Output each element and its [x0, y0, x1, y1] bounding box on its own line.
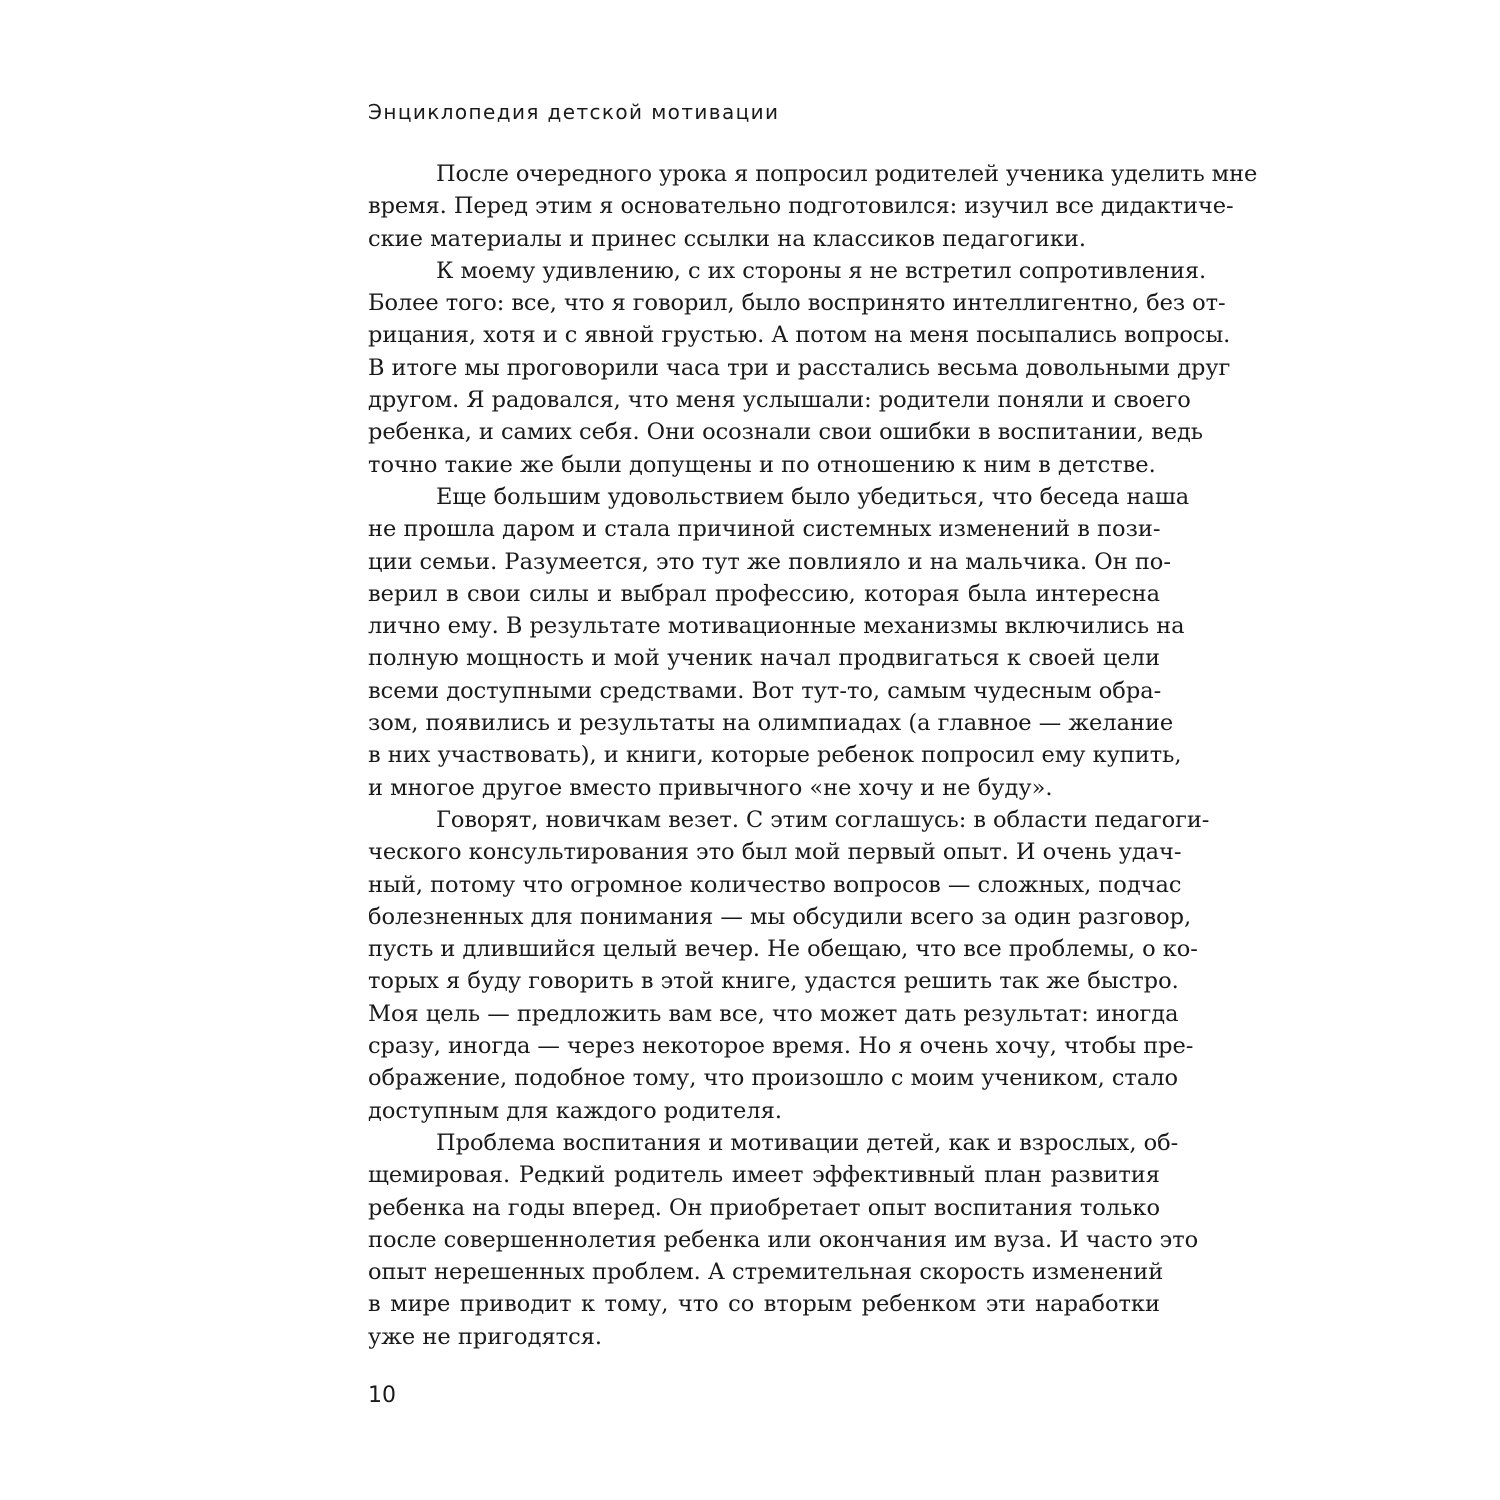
page-number: 10	[368, 1383, 396, 1408]
paragraph	[368, 804, 1210, 1127]
text-line: Еще большим удовольствием было убедиться, что беседа наша	[436, 483, 1190, 510]
text-line: верил в свои силы и выбрал профессию, которая была интересна	[368, 580, 1160, 607]
text-line: ребенка, и самих себя. Они осознали свои ошибки в воспитании, ведь	[368, 419, 1203, 446]
text-line: полную мощность и мой ученик начал продвигаться к своей цели	[368, 645, 1160, 672]
text-line: лично ему. В результате мотивационные механизмы включились на	[368, 613, 1185, 640]
paragraph	[368, 1127, 1199, 1353]
body-text	[368, 158, 1258, 1353]
text-line: Говорят, новичкам везет. С этим соглашусь: в области педагоги-	[436, 806, 1210, 833]
text-line: ческого консультирования это был мой первый опыт. И очень удач-	[368, 839, 1182, 866]
text-line: болезненных для понимания — мы обсудили всего за один разговор,	[368, 903, 1192, 930]
text-line: ный, потому что огромное количество вопросов — сложных, подчас	[368, 871, 1182, 898]
text-line: щемировая. Редкий родитель имеет эффективный план развития	[368, 1162, 1160, 1189]
text-line: ские материалы и принес ссылки на классиков педагогики.	[368, 225, 1087, 252]
paragraph	[368, 158, 1258, 255]
text-line: торых я буду говорить в этой книге, удастся решить так же быстро.	[368, 968, 1179, 995]
text-line: рицания, хотя и с явной грустью. А потом на меня посыпались вопросы.	[368, 322, 1231, 349]
text-line: и многое другое вместо привычного «не хочу и не буду».	[368, 774, 1053, 801]
running-head: Энциклопедия детской мотивации	[368, 100, 780, 124]
text-line: другом. Я радовался, что меня услышали: родители поняли и своего	[368, 387, 1191, 414]
text-line: в мире приводит к тому, что со вторым ребенком эти наработки	[368, 1291, 1160, 1318]
text-line: зом, появились и результаты на олимпиадах (а главное — желание	[368, 710, 1174, 737]
text-line: не прошла даром и стала причиной системных изменений в пози-	[368, 516, 1161, 543]
text-line: ции семьи. Разумеется, это тут же повлияло и на мальчика. Он по-	[368, 548, 1171, 575]
text-line: В итоге мы проговорили часа три и расстались весьма довольными друг	[368, 354, 1231, 381]
paragraph	[368, 481, 1190, 804]
text-line: всеми доступными средствами. Вот тут-то, самым чудесным обра-	[368, 677, 1162, 704]
text-line: доступным для каждого родителя.	[368, 1097, 782, 1124]
text-line: Проблема воспитания и мотивации детей, как и взрослых, об-	[436, 1129, 1179, 1156]
paragraph	[368, 255, 1231, 481]
text-line: К моему удивлению, с их стороны я не встретил сопротивления.	[436, 257, 1207, 284]
text-line: Более того: все, что я говорил, было воспринято интеллигентно, без от-	[368, 290, 1226, 317]
text-line: пусть и длившийся целый вечер. Не обещаю, что все проблемы, о ко-	[368, 936, 1198, 963]
text-line: после совершеннолетия ребенка или окончания им вуза. И часто это	[368, 1226, 1199, 1253]
text-line: ображение, подобное тому, что произошло с моим учеником, стало	[368, 1065, 1179, 1092]
text-line: уже не пригодятся.	[368, 1323, 603, 1350]
text-line: После очередного урока я попросил родителей ученика уделить мне	[436, 161, 1258, 187]
text-line: точно такие же были допущены и по отношению к ним в детстве.	[368, 451, 1156, 478]
text-line: в них участвовать), и книги, которые ребенок попросил ему купить,	[368, 742, 1182, 769]
text-line: ребенка на годы вперед. Он приобретает опыт воспитания только	[368, 1194, 1160, 1221]
text-line: Моя цель — предложить вам все, что может дать результат: иногда	[368, 1000, 1179, 1027]
text-line: сразу, иногда — через некоторое время. Но я очень хочу, чтобы пре-	[368, 1033, 1194, 1060]
text-line: опыт нерешенных проблем. А стремительная скорость изменений	[368, 1259, 1164, 1286]
text-line: время. Перед этим я основательно подготовился: изучил все дидактиче-	[368, 193, 1234, 220]
